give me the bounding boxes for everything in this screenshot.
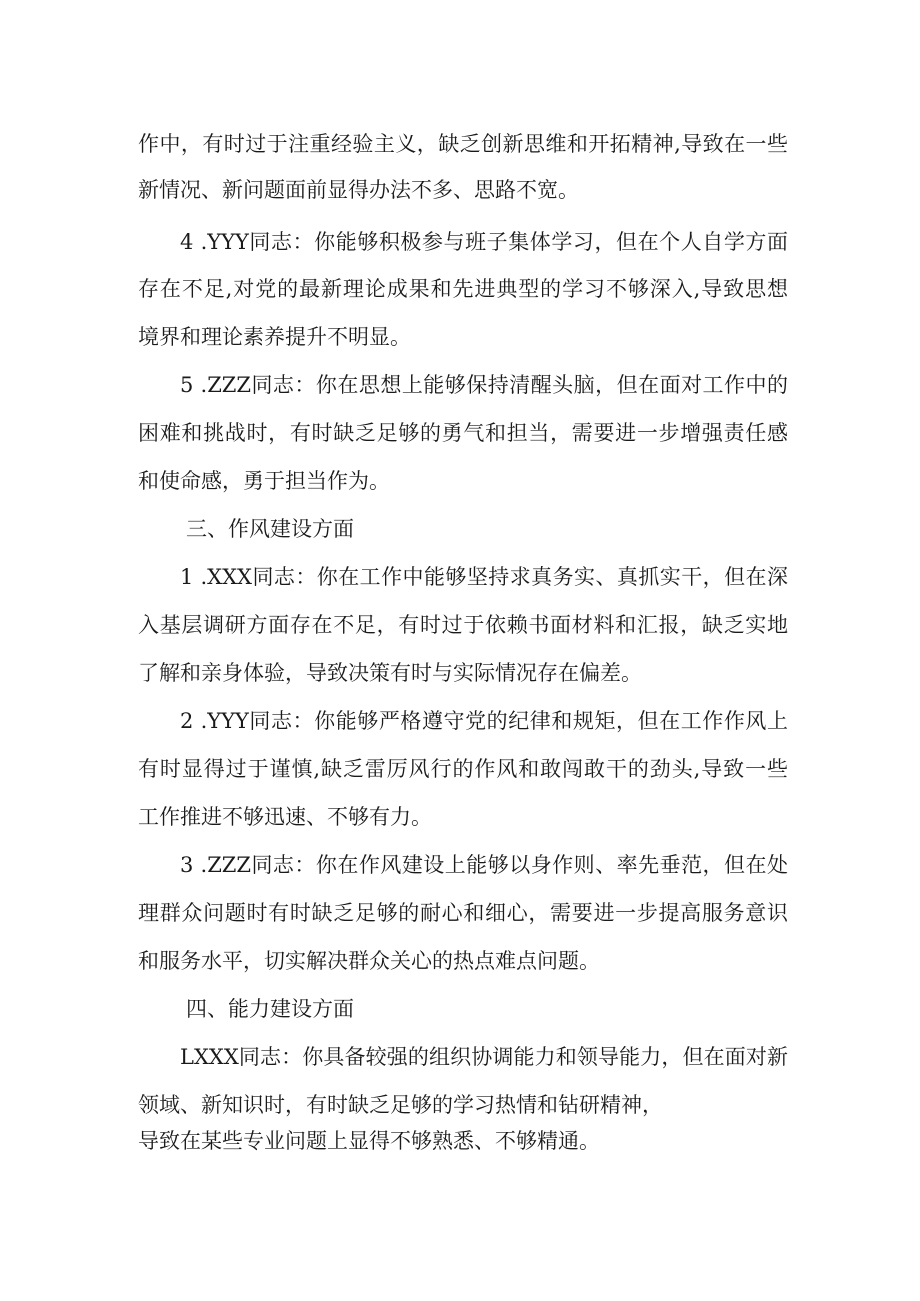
paragraph-text: 2 .YYY同志：你能够严格遵守党的纪律和规矩，但在工作作风上 xyxy=(180,709,788,733)
text-line xyxy=(0,599,920,651)
paragraph-text: 理群众问题时有时缺乏足够的耐心和细心，需要进一步提高服务意识 xyxy=(138,901,788,925)
text-line xyxy=(0,455,920,507)
paragraph-text: LXXX同志：你具备较强的组织协调能力和领导能力，但在面对新 xyxy=(180,1045,788,1069)
paragraph-text: 入基层调研方面存在不足，有时过于依赖书面材料和汇报，缺乏实地 xyxy=(138,613,788,637)
paragraph-text: 领域、新知识时，有时缺乏足够的学习热情和钻研精神， xyxy=(138,1093,663,1117)
text-line xyxy=(0,216,920,268)
paragraph-text: 新情况、新问题面前显得办法不多、思路不宽。 xyxy=(138,178,579,202)
paragraph-text: 5 .ZZZ同志：你在思想上能够保持清醒头脑，但在面对工作中的 xyxy=(180,373,788,397)
text-line xyxy=(0,935,920,987)
section-heading: 三、作风建设方面 xyxy=(186,517,354,541)
text-line xyxy=(0,551,920,603)
text-line xyxy=(0,263,920,315)
text-line xyxy=(0,311,920,363)
text-line xyxy=(0,164,920,216)
paragraph-text: 境界和理论素养提升不明显。 xyxy=(138,325,411,349)
paragraph-text: 和使命感，勇于担当作为。 xyxy=(138,469,390,493)
section-heading-line xyxy=(0,503,920,555)
paragraph-text: 存在不足,对党的最新理论成果和先进典型的学习不够深入,导致思想 xyxy=(138,277,788,301)
paragraph-text: 困难和挑战时，有时缺乏足够的勇气和担当，需要进一步增强责任感 xyxy=(138,421,788,445)
paragraph-text: 工作推进不够迅速、不够有力。 xyxy=(138,805,432,829)
text-line xyxy=(0,791,920,843)
paragraph-text: 作中，有时过于注重经验主义，缺乏创新思维和开拓精神,导致在一些 xyxy=(138,132,788,156)
section-heading: 四、能力建设方面 xyxy=(186,997,354,1021)
text-line xyxy=(0,1115,920,1167)
paragraph-text: 导致在某些专业问题上显得不够熟悉、不够精通。 xyxy=(138,1129,600,1153)
section-heading-line xyxy=(0,983,920,1035)
paragraph-text: 4 .YYY同志：你能够积极参与班子集体学习，但在个人自学方面 xyxy=(180,230,788,254)
text-line xyxy=(0,1031,920,1083)
text-line xyxy=(0,407,920,459)
text-line xyxy=(0,695,920,747)
paragraph-text: 了解和亲身体验，导致决策有时与实际情况存在偏差。 xyxy=(138,661,642,685)
text-line xyxy=(0,839,920,891)
text-line xyxy=(0,118,920,170)
text-line xyxy=(0,887,920,939)
text-line xyxy=(0,743,920,795)
paragraph-text: 1 .XXX同志：你在工作中能够坚持求真务实、真抓实干，但在深 xyxy=(180,565,788,589)
paragraph-text: 有时显得过于谨慎,缺乏雷厉风行的作风和敢闯敢干的劲头,导致一些 xyxy=(138,757,788,781)
paragraph-text: 3 .ZZZ同志：你在作风建设上能够以身作则、率先垂范，但在处 xyxy=(180,853,788,877)
text-line xyxy=(0,359,920,411)
text-line xyxy=(0,647,920,699)
paragraph-text: 和服务水平，切实解决群众关心的热点难点问题。 xyxy=(138,949,600,973)
